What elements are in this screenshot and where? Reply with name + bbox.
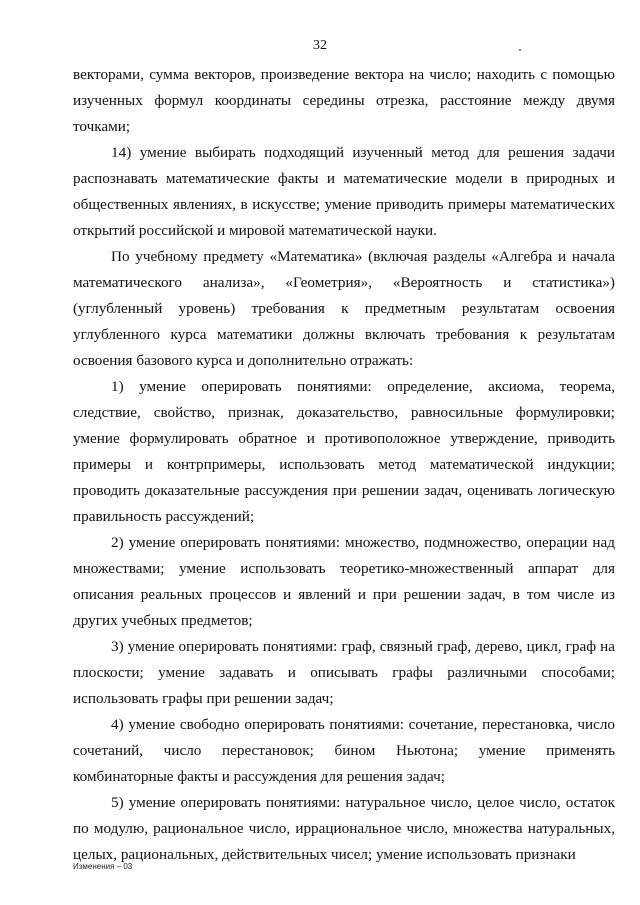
- paragraph-item-1: 1) умение оперировать понятиями: определение, аксиома, теорема, следствие, свойство, признак, доказательство, равносильные формулировки; умение формулировать обратное и противоположное утверждение, приводить примеры и контрпримеры, использовать метод математической индукции; проводить доказательные рассуждения при решении задач, оценивать логическую правильность рассуждений;: [73, 378, 615, 525]
- paragraph-item-4: 4) умение свободно оперировать понятиями: сочетание, перестановка, число сочетаний, число перестановок; бином Ньютона; умение применять комбинаторные факты и рассуждения для решения задач;: [73, 716, 615, 785]
- paragraph-item-14: 14) умение выбирать подходящий изученный метод для решения задачи распознавать математические факты и математические модели в природных и общественных явлениях, в искусстве; умение приводить примеры математических открытий российской и мировой математической науки.: [73, 144, 615, 239]
- page-number: 32: [313, 38, 327, 53]
- footer-revision-note: Изменения – 03: [73, 862, 133, 871]
- paragraph-item-2: 2) умение оперировать понятиями: множество, подмножество, операции над множествами; умение использовать теоретико-множественный аппарат для описания реальных процессов и явлений и при решении задач, в том числе из других учебных предметов;: [73, 534, 615, 629]
- document-body: [73, 62, 615, 868]
- scan-artifact-dot: [519, 49, 521, 51]
- paragraph-continuation: векторами, сумма векторов, произведение вектора на число; находить с помощью изученных формул координаты середины отрезка, расстояние между двумя точками;: [73, 66, 615, 135]
- paragraph-item-3: 3) умение оперировать понятиями: граф, связный граф, дерево, цикл, граф на плоскости; умение задавать и описывать графы различными способами; использовать графы при решении задач;: [73, 638, 615, 707]
- paragraph-advanced-level-intro: По учебному предмету «Математика» (включая разделы «Алгебра и начала математического анализа», «Геометрия», «Вероятность и статистика») (углубленный уровень) требования к предметным результатам освоения углубленного курса математики должны включать требования к результатам освоения базового курса и дополнительно отражать:: [73, 248, 615, 369]
- paragraph-item-5: 5) умение оперировать понятиями: натуральное число, целое число, остаток по модулю, рациональное число, иррациональное число, множества натуральных, целых, рациональных, действительных чисел; умение использовать признаки: [73, 794, 615, 863]
